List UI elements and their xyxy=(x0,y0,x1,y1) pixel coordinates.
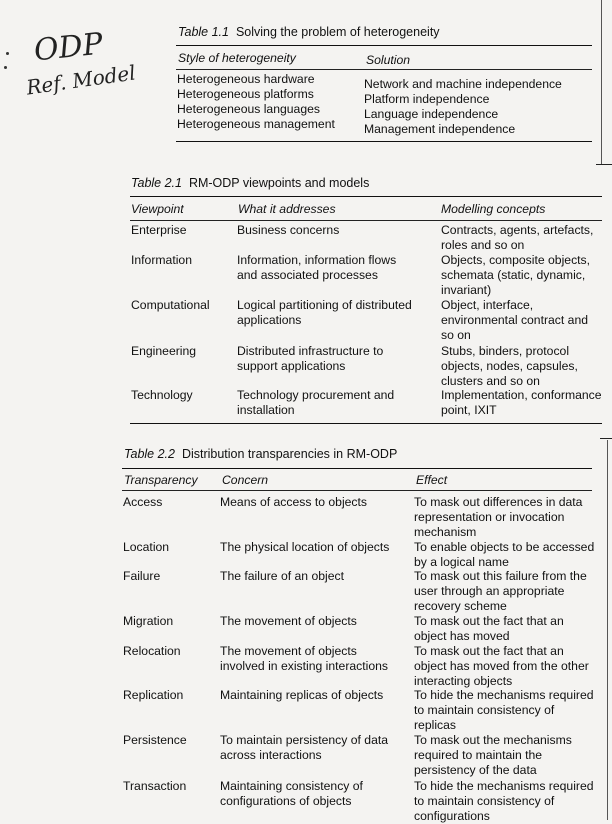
table-title: Distribution transparencies in RM-ODP xyxy=(181,447,398,461)
table-number: Table 2.1 xyxy=(131,176,182,190)
table-cell-line: Engineering xyxy=(131,344,197,358)
table-header-rule xyxy=(130,220,602,221)
page-edge-line xyxy=(596,164,612,165)
table-cell-line: To hide the mechanisms required xyxy=(414,779,594,793)
column-header: Transparency xyxy=(124,473,198,487)
table-cell-line: to maintain consistency of xyxy=(414,703,555,717)
table-cell-line: Replication xyxy=(123,688,184,702)
table-cell-line: Implementation, conformance xyxy=(441,388,602,402)
table-cell-line: and associated processes xyxy=(237,268,378,282)
table-cell-line: Enterprise xyxy=(131,223,187,237)
handwritten-note xyxy=(24,26,156,100)
table-header-rule xyxy=(122,490,592,491)
table-cell-line: object has moved from the other xyxy=(414,659,589,673)
table-cell-line: applications xyxy=(237,313,302,327)
table-cell-line: installation xyxy=(237,403,295,417)
column-header: Solution xyxy=(366,53,411,67)
table-cell-line: Business concerns xyxy=(237,223,340,237)
table-cell-line: To mask out differences in data xyxy=(414,495,583,509)
table-cell-line: to maintain consistency of xyxy=(414,794,555,808)
handwritten-line-2: Ref. Model xyxy=(24,60,137,100)
table-cell-line: The physical location of objects xyxy=(220,540,390,554)
table-cell-line: To enable objects to be accessed xyxy=(414,540,595,554)
table-title: Solving the problem of heterogeneity xyxy=(235,25,440,39)
table-cell-line: replicas xyxy=(414,718,456,732)
table-cell-line: user through an appropriate xyxy=(414,584,565,598)
table-cell-line: Means of access to objects xyxy=(220,495,367,509)
table-cell-line: support applications xyxy=(237,359,346,373)
table-cell-line: The movement of objects xyxy=(220,644,357,658)
table-cell-line: Network and machine independence xyxy=(364,77,562,91)
table-cell-line: Heterogeneous management xyxy=(177,117,335,131)
page-edge-line xyxy=(607,440,608,820)
table-cell-line: invariant) xyxy=(441,283,492,297)
table-cell-line: Heterogeneous languages xyxy=(177,102,320,116)
table-cell-line: representation or invocation xyxy=(414,510,565,524)
table-top-rule xyxy=(176,45,592,46)
table-cell-line: Location xyxy=(123,540,170,554)
table-cell-line: Objects, composite objects, xyxy=(441,253,591,267)
table-cell-line: To mask out this failure from the xyxy=(414,569,587,583)
table-cell-line: Platform independence xyxy=(364,92,490,106)
table-cell-line: Stubs, binders, protocol xyxy=(441,344,570,358)
table-cell-line: To mask out the mechanisms xyxy=(414,733,572,747)
table-cell-line: Language independence xyxy=(364,107,499,121)
table-title: RM-ODP viewpoints and models xyxy=(188,176,370,190)
table-header-rule xyxy=(176,69,592,70)
table-number: Table 1.1 xyxy=(178,25,229,39)
table-cell-line: clusters and so on xyxy=(441,374,540,388)
table-cell-line: Heterogeneous hardware xyxy=(177,72,315,86)
table-cell-line: environmental contract and xyxy=(441,313,589,327)
column-header: Modelling concepts xyxy=(441,202,546,216)
table-caption xyxy=(131,176,369,190)
margin-dot xyxy=(6,52,9,55)
page-edge-line xyxy=(601,0,602,165)
table-cell-line: schemata (static, dynamic, xyxy=(441,268,586,282)
table-cell-line: Persistence xyxy=(123,733,187,747)
table-cell-line: by a logical name xyxy=(414,555,509,569)
table-cell-line: Management independence xyxy=(364,122,516,136)
table-cell-line: point, IXIT xyxy=(441,403,497,417)
table-cell-line: Maintaining replicas of objects xyxy=(220,688,384,702)
table-cell-line: Heterogeneous platforms xyxy=(177,87,314,101)
margin-dot xyxy=(4,66,7,69)
table-cell-line: interacting objects xyxy=(414,674,513,688)
table-cell-line: involved in existing interactions xyxy=(220,659,389,673)
table-cell-line: To maintain persistency of data xyxy=(220,733,389,747)
table-cell-line: recovery scheme xyxy=(414,599,507,613)
table-bottom-rule xyxy=(130,423,602,424)
column-header: What it addresses xyxy=(238,202,336,216)
table-cell-line: Technology xyxy=(131,388,193,402)
table-cell-line: Access xyxy=(123,495,163,509)
table-cell-line: Computational xyxy=(131,298,210,312)
table-cell-line: The failure of an object xyxy=(220,569,344,583)
table-cell-line: Information xyxy=(131,253,192,267)
table-top-rule xyxy=(122,468,592,469)
column-header: Style of heterogeneity xyxy=(178,51,296,65)
table-cell-line: Relocation xyxy=(123,644,181,658)
table-cell-line: required to maintain the xyxy=(414,748,543,762)
table-cell-line: Information, information flows xyxy=(237,253,397,267)
table-cell-line: Object, interface, xyxy=(441,298,534,312)
table-cell-line: so on xyxy=(441,328,471,342)
handwritten-line-1: ODP xyxy=(32,26,105,69)
table-caption xyxy=(124,447,397,461)
table-cell-line: Failure xyxy=(123,569,161,583)
table-cell-line: mechanism xyxy=(414,525,477,539)
table-cell-line: configurations of objects xyxy=(220,794,352,808)
table-cell-line: objects, nodes, capsules, xyxy=(441,359,578,373)
table-cell-line: Contracts, agents, artefacts, xyxy=(441,223,594,237)
table-cell-line: Technology procurement and xyxy=(237,388,395,402)
table-cell-line: object has moved xyxy=(414,629,510,643)
table-cell-line: Transaction xyxy=(123,779,187,793)
table-cell-line: To mask out the fact that an xyxy=(414,614,564,628)
column-header: Concern xyxy=(222,473,269,487)
column-header: Effect xyxy=(416,473,448,487)
table-cell-line: The movement of objects xyxy=(220,614,357,628)
page-edge-line xyxy=(600,438,612,439)
table-cell-line: Distributed infrastructure to xyxy=(237,344,384,358)
table-cell-line: To mask out the fact that an xyxy=(414,644,564,658)
table-cell-line: Maintaining consistency of xyxy=(220,779,363,793)
table-number: Table 2.2 xyxy=(124,447,175,461)
table-cell-line: across interactions xyxy=(220,748,322,762)
table-cell-line: To hide the mechanisms required xyxy=(414,688,594,702)
table-cell-line: roles and so on xyxy=(441,238,525,252)
column-header: Viewpoint xyxy=(131,202,184,216)
table-cell-line: configurations xyxy=(414,809,490,823)
table-cell-line: Migration xyxy=(123,614,174,628)
table-cell-line: Logical partitioning of distributed xyxy=(237,298,412,312)
table-top-rule xyxy=(130,196,602,197)
table-caption xyxy=(178,25,440,39)
table-bottom-rule xyxy=(176,141,592,142)
table-cell-line: persistency of the data xyxy=(414,763,537,777)
